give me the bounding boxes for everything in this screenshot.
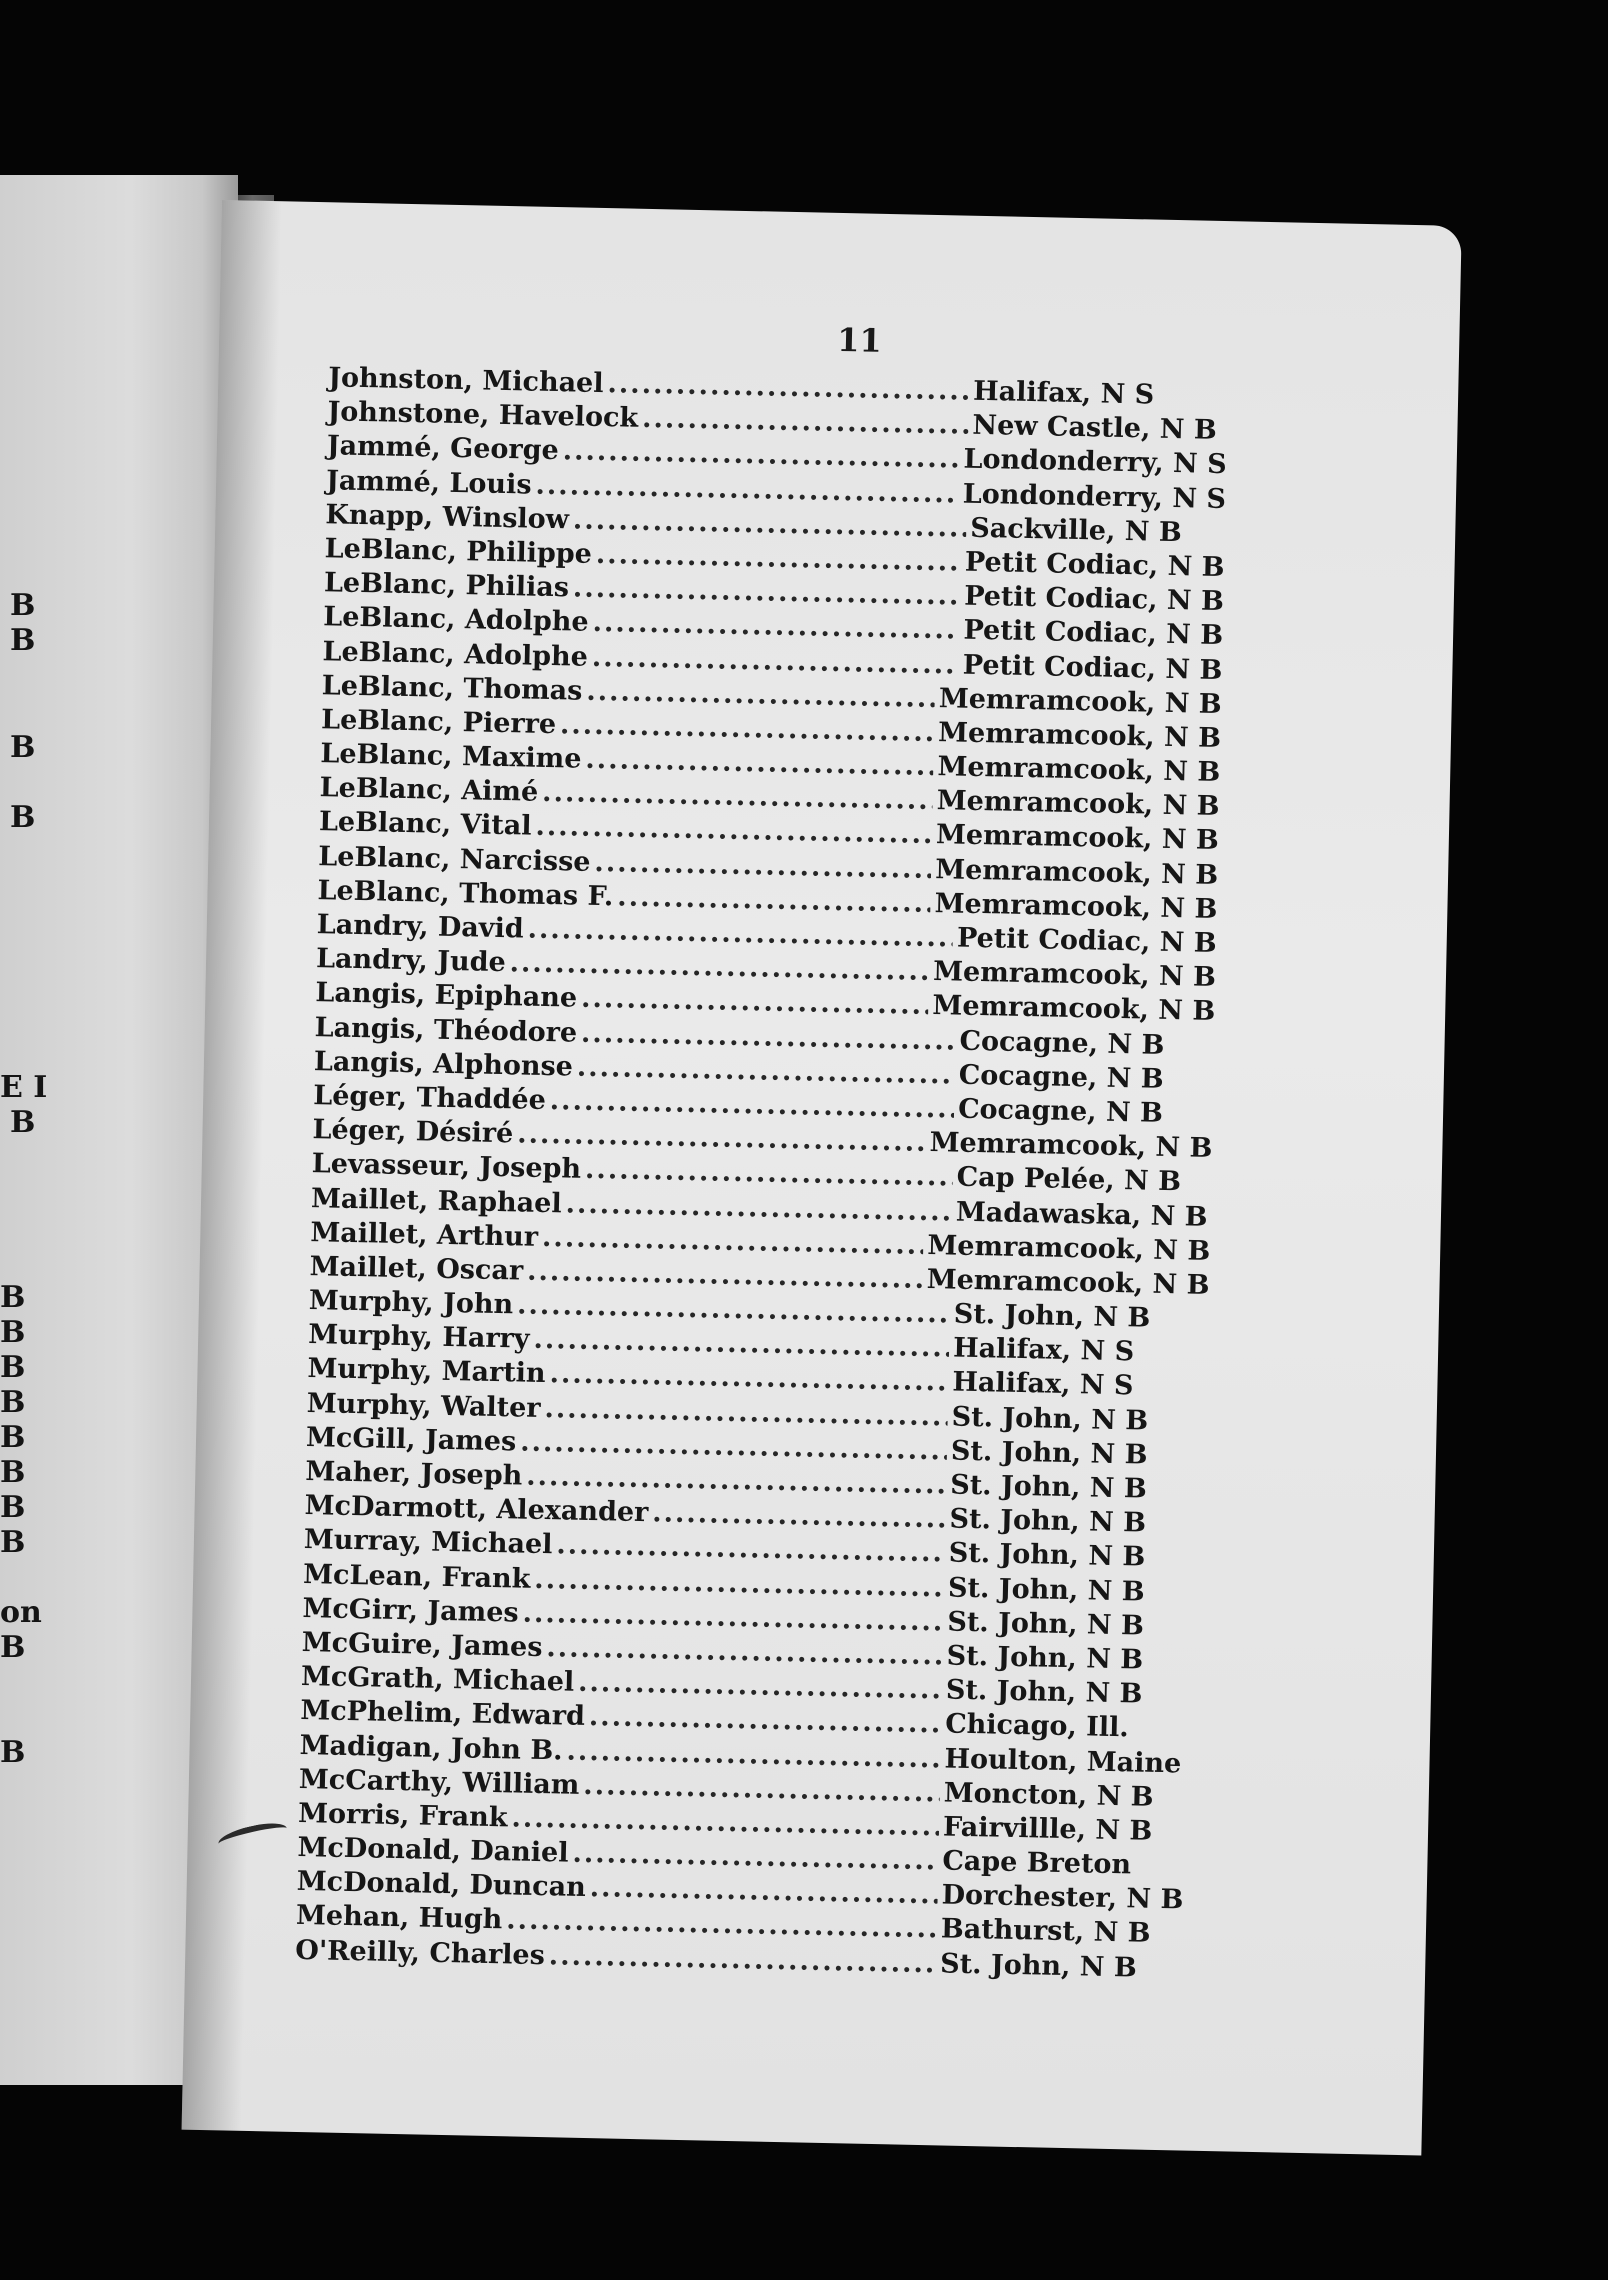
dot-leader — [577, 1051, 956, 1090]
entry-name: LeBlanc, Thomas — [321, 669, 583, 707]
left-page-fragment: B — [10, 1105, 36, 1140]
entry-name: Jammé, George — [326, 430, 560, 467]
entry-name: LeBlanc, Aimé — [319, 772, 539, 808]
dot-leader — [581, 1017, 956, 1056]
entry-place: Memramcook, N B — [935, 853, 1219, 891]
entry-place: Memramcook, N B — [937, 751, 1221, 789]
dot-leader — [617, 881, 931, 919]
entry-place: Moncton, N B — [943, 1777, 1154, 1813]
entry-name: Léger, Thaddée — [312, 1080, 547, 1116]
entry-place: Madawaska, N B — [955, 1196, 1208, 1233]
entry-name: LeBlanc, Maxime — [320, 738, 582, 775]
entry-name: Morris, Frank — [297, 1797, 508, 1834]
dot-leader — [596, 539, 962, 578]
entry-name: Murphy, Martin — [307, 1353, 546, 1390]
entry-name: Jammé, Louis — [325, 464, 532, 501]
dot-leader — [572, 1838, 939, 1877]
left-page-fragment: B — [0, 1350, 26, 1385]
left-page-fragment: E I — [0, 1070, 48, 1105]
dot-leader — [585, 1154, 953, 1193]
entry-place: Cape Breton — [942, 1845, 1132, 1881]
dot-leader — [586, 675, 935, 713]
entry-place: St. John, N B — [947, 1606, 1145, 1642]
dot-leader — [589, 1701, 942, 1739]
entry-place: Cocagne, N B — [958, 1059, 1164, 1095]
entry-name: Johnston, Michael — [327, 362, 604, 400]
name-list — [295, 362, 1228, 1987]
dot-leader — [583, 1770, 940, 1808]
entry-name: LeBlanc, Philias — [323, 567, 570, 604]
entry-name: Johnstone, Havelock — [327, 396, 639, 434]
entry-place: Petit Codiac, N B — [964, 546, 1225, 584]
entry-name: Murray, Michael — [303, 1524, 553, 1561]
entry-name: McCarthy, William — [298, 1763, 580, 1801]
entry-place: Memramcook, N B — [926, 1263, 1210, 1301]
entry-name: Maillet, Raphael — [310, 1182, 562, 1219]
entry-name: LeBlanc, Vital — [318, 806, 532, 843]
left-page-fragment: B — [10, 730, 36, 765]
entry-place: Memramcook, N B — [937, 716, 1222, 754]
entry-name: LeBlanc, Adolphe — [322, 635, 589, 673]
dot-leader — [642, 403, 969, 441]
left-page-fragment: B — [0, 1630, 26, 1665]
left-page-fragment: B — [10, 588, 36, 623]
left-page-fragment: B — [0, 1490, 26, 1525]
entry-place: St. John, N B — [953, 1298, 1151, 1334]
entry-place: Petit Codiac, N B — [963, 580, 1225, 618]
entry-name: McDonald, Duncan — [296, 1866, 587, 1904]
entry-place: Halifax, N S — [952, 1366, 1134, 1402]
entry-place: Houlton, Maine — [944, 1742, 1182, 1779]
entry-name: Langis, Epiphane — [315, 977, 578, 1014]
entry-place: St. John, N B — [949, 1503, 1147, 1539]
left-page-fragment: B — [0, 1525, 26, 1560]
entry-name: McLean, Frank — [302, 1558, 531, 1595]
dot-leader — [592, 641, 960, 680]
entry-place: Cocagne, N B — [957, 1093, 1164, 1129]
dot-leader — [566, 1735, 941, 1774]
left-page-fragment: B — [0, 1735, 26, 1770]
entry-place: Londonderry, N S — [962, 478, 1227, 515]
entry-place: Memramcook, N B — [934, 887, 1218, 925]
entry-place: St. John, N B — [939, 1948, 1138, 1984]
entry-name: Léger, Désiré — [312, 1114, 514, 1150]
entry-name: Maher, Joseph — [305, 1456, 523, 1492]
entry-place: St. John, N B — [949, 1469, 1148, 1505]
entry-place: Petit Codiac, N B — [962, 649, 1223, 686]
entry-name: Mehan, Hugh — [295, 1900, 503, 1936]
page — [182, 200, 1462, 2156]
entry-name: LeBlanc, Narcisse — [317, 840, 591, 878]
entry-place: Fairvillle, N B — [942, 1811, 1153, 1847]
entry-place: Memramcook, N B — [927, 1229, 1211, 1267]
entry-place: St. John, N B — [948, 1537, 1146, 1574]
entry-name: Knapp, Winslow — [325, 498, 570, 536]
dot-leader — [542, 1222, 924, 1261]
entry-place: Halifax, N S — [952, 1332, 1135, 1368]
entry-place: Petit Codiac, N B — [956, 922, 1217, 959]
entry-place: Memramcook, N B — [932, 956, 1217, 994]
entry-name: Langis, Théodore — [314, 1011, 578, 1049]
entry-name: McDarmott, Alexander — [304, 1490, 649, 1529]
entry-place: Petit Codiac, N B — [963, 614, 1224, 652]
entry-place: Bathurst, N B — [940, 1913, 1151, 1950]
entry-place: Dorchester, N B — [941, 1879, 1184, 1916]
left-page-fragment: on — [0, 1595, 42, 1630]
dot-leader — [589, 1872, 938, 1910]
entry-name: Langis, Alphonse — [313, 1045, 574, 1083]
entry-name: Maillet, Oscar — [309, 1250, 524, 1287]
entry-name: Murphy, Harry — [307, 1319, 530, 1355]
entry-place: Londonderry, N S — [963, 443, 1227, 481]
entry-name: LeBlanc, Adolphe — [322, 601, 589, 639]
entry-name: McGill, James — [305, 1421, 517, 1458]
entry-name: Landry, David — [316, 909, 524, 945]
entry-name: Murphy, Walter — [306, 1387, 541, 1424]
left-page-fragment: B — [0, 1420, 26, 1455]
page-number: 11 — [836, 320, 883, 360]
entry-place: Halifax, N S — [972, 375, 1155, 411]
entry-place: St. John, N B — [950, 1435, 1148, 1471]
dot-leader — [652, 1497, 946, 1534]
left-page-fragment: B — [0, 1385, 26, 1420]
dot-leader — [592, 607, 960, 646]
entry-name: McGuire, James — [301, 1626, 543, 1663]
dot-leader — [581, 983, 929, 1021]
entry-place: Memramcook, N B — [929, 1127, 1213, 1165]
left-page-fragment: B — [0, 1315, 26, 1350]
dot-leader — [585, 744, 934, 782]
entry-name: McGirr, James — [302, 1592, 519, 1629]
entry-name: Levasseur, Joseph — [311, 1148, 582, 1186]
entry-name: Landry, Jude — [315, 943, 507, 979]
dot-leader — [607, 368, 969, 407]
entry-place: St. John, N B — [951, 1401, 1149, 1437]
left-page-fragment: B — [0, 1280, 26, 1315]
entry-place: Memramcook, N B — [932, 990, 1216, 1028]
entry-place: Memramcook, N B — [936, 785, 1220, 823]
entry-name: McPhelim, Edward — [300, 1695, 586, 1733]
left-page-fragment: B — [10, 800, 36, 835]
dot-leader — [578, 1667, 942, 1706]
entry-name: LeBlanc, Pierre — [320, 704, 557, 740]
entry-place: Cap Pelée, N B — [956, 1161, 1182, 1198]
entry-place: Memramcook, N B — [938, 682, 1222, 720]
left-page-fragment: B — [10, 623, 36, 658]
entry-name: LeBlanc, Philippe — [324, 533, 593, 570]
left-page-fragment: B — [0, 1455, 26, 1490]
entry-name: Maillet, Arthur — [310, 1216, 539, 1253]
entry-name: Madigan, John B. — [299, 1729, 563, 1766]
entry-place: New Castle, N B — [972, 409, 1218, 447]
entry-place: Sackville, N B — [969, 512, 1183, 548]
entry-place: Chicago, Ill. — [944, 1708, 1130, 1744]
entry-place: St. John, N B — [947, 1572, 1145, 1608]
entry-name: LeBlanc, Thomas F. — [317, 874, 614, 913]
entry-place: St. John, N B — [945, 1674, 1143, 1710]
dot-leader — [594, 847, 931, 885]
entry-place: St. John, N B — [946, 1640, 1144, 1676]
entry-name: O'Reilly, Charles — [295, 1934, 546, 1971]
entry-name: McGrath, Michael — [300, 1661, 575, 1698]
entry-name: Murphy, John — [308, 1285, 514, 1321]
entry-name: McDonald, Daniel — [297, 1832, 569, 1869]
entry-place: Memramcook, N B — [935, 819, 1220, 857]
entry-place: Cocagne, N B — [959, 1025, 1165, 1061]
dot-leader — [560, 709, 935, 748]
